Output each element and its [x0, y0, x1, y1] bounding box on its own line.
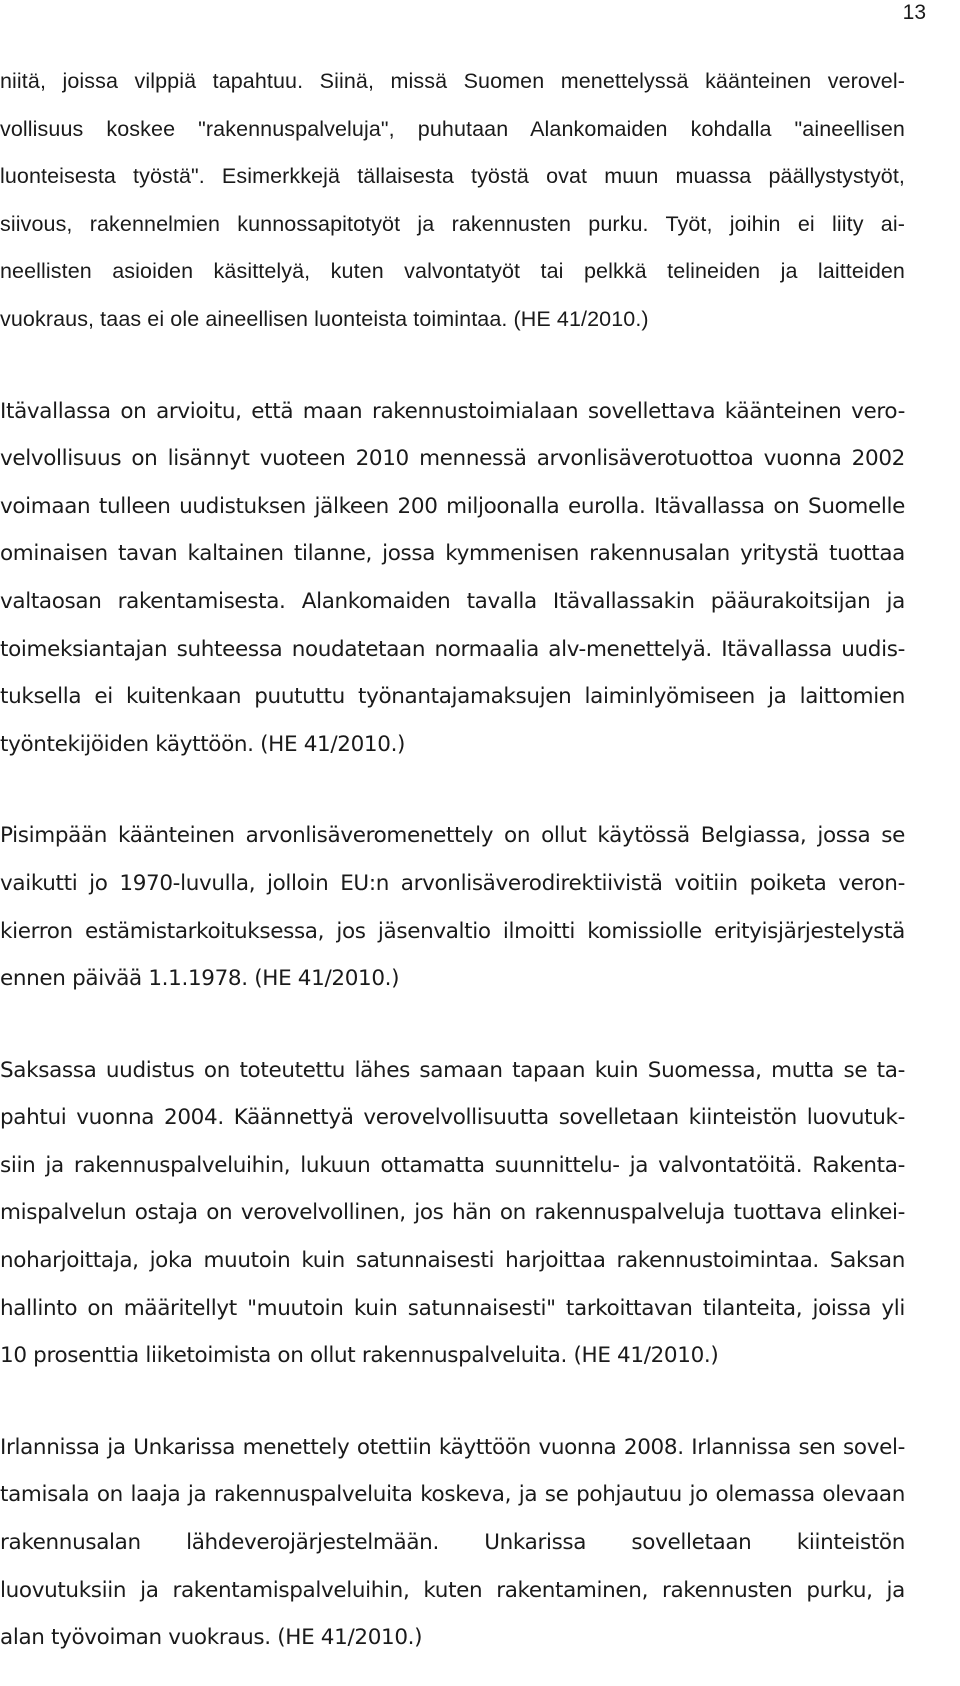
text-line: vuokraus, taas ei ole aineellisen luonteista toimintaa. (HE 41/2010.): [0, 306, 649, 331]
text-line: 10 prosenttia liiketoimista on ollut rakennuspalveluita. (HE 41/2010.): [0, 1343, 719, 1369]
text-line: niitä, joissa vilppiä tapahtuu. Siinä, missä Suomen menettelyssä käänteinen verovel-: [0, 69, 905, 93]
text-line: voimaan tulleen uudistuksen jälkeen 200 miljoonalla eurolla. Itävallassa on Suomelle: [0, 493, 905, 519]
text-line: Pisimpään käänteinen arvonlisäveromenettely on ollut käytössä Belgiassa, jossa se: [0, 823, 905, 849]
text-line: neellisten asioiden käsittelyä, kuten valvontatyöt tai pelkkä telineiden ja laitteiden: [0, 259, 905, 284]
paragraph-germany: [0, 1047, 905, 1380]
text-line: luovutuksiin ja rakentamispalveluihin, kuten rakentaminen, rakennusten purku, ja: [0, 1577, 905, 1603]
text-line: tamisala on laaja ja rakennuspalveluita koskeva, ja se pohjautuu jo olemassa olevaan: [0, 1482, 905, 1508]
paragraph-gap: [0, 768, 905, 812]
document-body: [0, 58, 905, 1662]
text-line: hallinto on määritellyt "muutoin kuin satunnaisesti" tarkoittavan tilanteita, joissa yli: [0, 1295, 905, 1321]
text-line: vollisuus koskee "rakennuspalveluja", puhutaan Alankomaiden kohdalla "aineellisen: [0, 116, 905, 141]
text-line: siivous, rakennelmien kunnossapitotyöt ja rakennusten purku. Työt, joihin ei liity ai-: [0, 211, 905, 236]
text-line: noharjoittaja, joka muutoin kuin satunnaisesti harjoittaa rakennustoimintaa. Saksan: [0, 1248, 905, 1274]
text-line: Saksassa uudistus on toteutettu lähes samaan tapaan kuin Suomessa, mutta se ta-: [0, 1057, 905, 1083]
paragraph-gap: [0, 344, 905, 388]
paragraph-ireland-hungary: [0, 1424, 905, 1662]
paragraph-netherlands: [0, 58, 905, 344]
paragraph-austria: [0, 388, 905, 769]
text-line: valtaosan rakentamisesta. Alankomaiden tavalla Itävallassakin pääurakoitsijan ja: [0, 588, 905, 614]
text-line: vaikutti jo 1970-luvulla, jolloin EU:n arvonlisäverodirektiivistä voitiin poiketa veron-: [0, 870, 905, 896]
text-line: rakennusalan lähdeverojärjestelmään. Unkarissa sovelletaan kiinteistön: [0, 1530, 905, 1556]
text-line: toimeksiantajan suhteessa noudatetaan normaalia alv-menettelyä. Itävallassa uudis-: [0, 636, 905, 662]
text-line: työntekijöiden käyttöön. (HE 41/2010.): [0, 731, 406, 757]
paragraph-gap: [0, 1003, 905, 1047]
text-line: siin ja rakennuspalveluihin, lukuun ottamatta suunnittelu- ja valvontatöitä. Rakenta-: [0, 1152, 905, 1178]
text-line: ennen päivää 1.1.1978. (HE 41/2010.): [0, 966, 400, 992]
text-line: Irlannissa ja Unkarissa menettely otettiin käyttöön vuonna 2008. Irlannissa sen sovel-: [0, 1434, 905, 1460]
paragraph-belgium: [0, 812, 905, 1002]
text-line: Itävallassa on arvioitu, että maan rakennustoimialaan sovellettava käänteinen vero-: [0, 398, 905, 424]
text-line: kierron estämistarkoituksessa, jos jäsenvaltio ilmoitti komissiolle erityisjärjestelystä: [0, 918, 905, 944]
text-line: alan työvoiman vuokraus. (HE 41/2010.): [0, 1625, 423, 1651]
paragraph-gap: [0, 1380, 905, 1424]
page-number: 13: [902, 1, 926, 24]
text-line: velvollisuus on lisännyt vuoteen 2010 mennessä arvonlisäverotuottoa vuonna 2002: [0, 446, 905, 472]
text-line: tuksella ei kuitenkaan puututtu työnantajamaksujen laiminlyömiseen ja laittomien: [0, 684, 905, 710]
text-line: ominaisen tavan kaltainen tilanne, jossa kymmenisen rakennusalan yritystä tuottaa: [0, 541, 905, 567]
text-line: luonteisesta työstä". Esimerkkejä tällaisesta työstä ovat muun muassa päällystystyöt,: [0, 164, 905, 189]
text-line: mispalvelun ostaja on verovelvollinen, jos hän on rakennuspalveluja tuottava elinkei-: [0, 1200, 905, 1226]
text-line: pahtui vuonna 2004. Käännettyä verovelvollisuutta sovelletaan kiinteistön luovutuk-: [0, 1105, 905, 1131]
